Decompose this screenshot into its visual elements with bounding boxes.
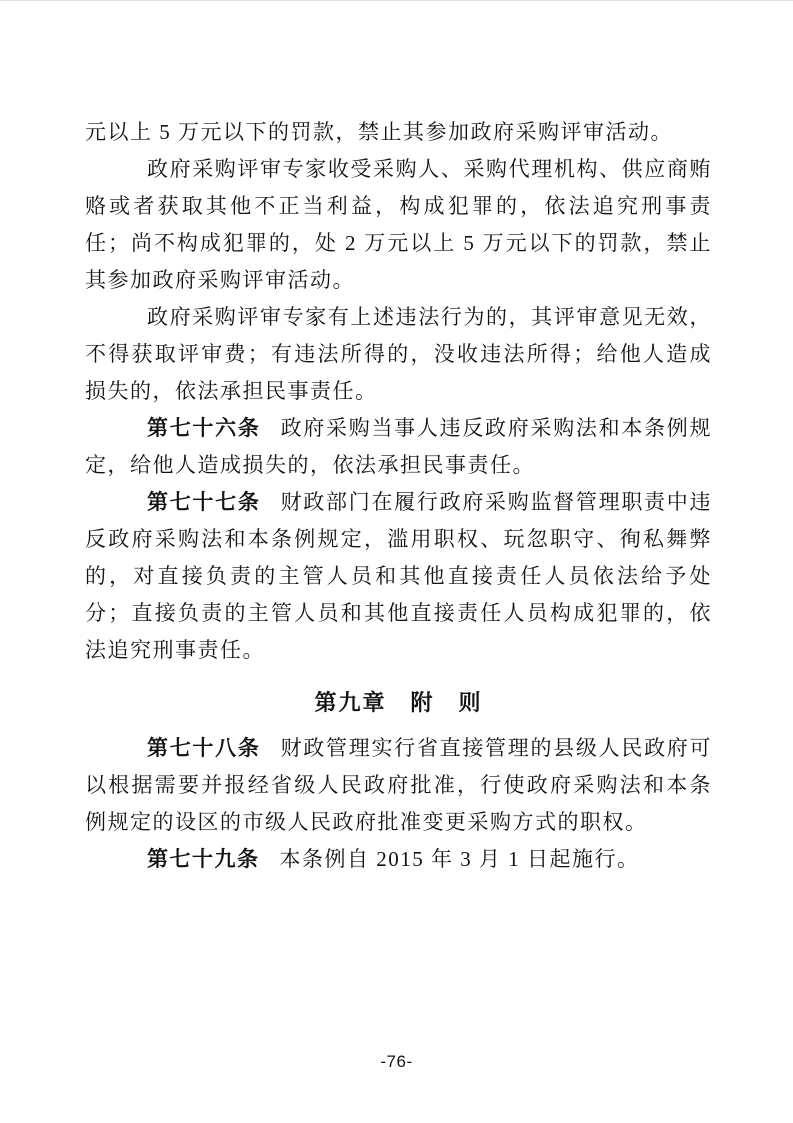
paragraph <box>85 151 712 299</box>
paragraph-text: 政府采购评审专家收受采购人、采购代理机构、供应商贿赂或者获取其他不正当利益，构成犯罪的，依法追究刑事责任；尚不构成犯罪的，处 2 万元以上 5 万元以下的罚款，禁止其参加政府采购评审活动。 <box>85 157 712 292</box>
paragraph <box>85 299 712 410</box>
paragraph-text: 财政部门在履行政府采购监督管理职责中违反政府采购法和本条例规定，滥用职权、玩忽职守、徇私舞弊的，对直接负责的主管人员和其他直接责任人员依法给予处分；直接负责的主管人员和其他直接责任人员构成犯罪的，依法追究刑事责任。 <box>85 490 713 662</box>
paragraph-text: 本条例自 2015 年 3 月 1 日起施行。 <box>279 847 640 871</box>
paragraph-article-78 <box>85 730 712 841</box>
page-number-label: -76- <box>380 1052 413 1071</box>
document-body <box>85 114 712 878</box>
paragraph-text: 财政管理实行省直接管理的县级人民政府可以根据需要并报经省级人民政府批准，行使政府采购法和本条例规定的设区的市级人民政府批准变更采购方式的职权。 <box>85 736 713 834</box>
paragraph-text: 政府采购当事人违反政府采购法和本条例规定，给他人造成损失的，依法承担民事责任。 <box>85 416 713 477</box>
paragraph-text: 政府采购评审专家有上述违法行为的，其评审意见无效，不得获取评审费；有违法所得的，没收违法所得；给他人造成损失的，依法承担民事责任。 <box>85 305 712 403</box>
paragraph-article-77 <box>85 484 712 669</box>
article-number: 第七十七条 <box>147 491 261 514</box>
article-number: 第七十八条 <box>147 737 261 760</box>
paragraph-text: 元以上 5 万元以下的罚款，禁止其参加政府采购评审活动。 <box>85 120 673 144</box>
paragraph-article-79 <box>85 841 712 878</box>
paragraph-continuation <box>85 114 712 151</box>
article-number: 第七十九条 <box>147 848 260 871</box>
page-number <box>0 1052 793 1072</box>
chapter-heading: 第九章 附 则 <box>314 690 483 715</box>
paragraph-article-76 <box>85 410 712 484</box>
article-number: 第七十六条 <box>147 417 261 440</box>
